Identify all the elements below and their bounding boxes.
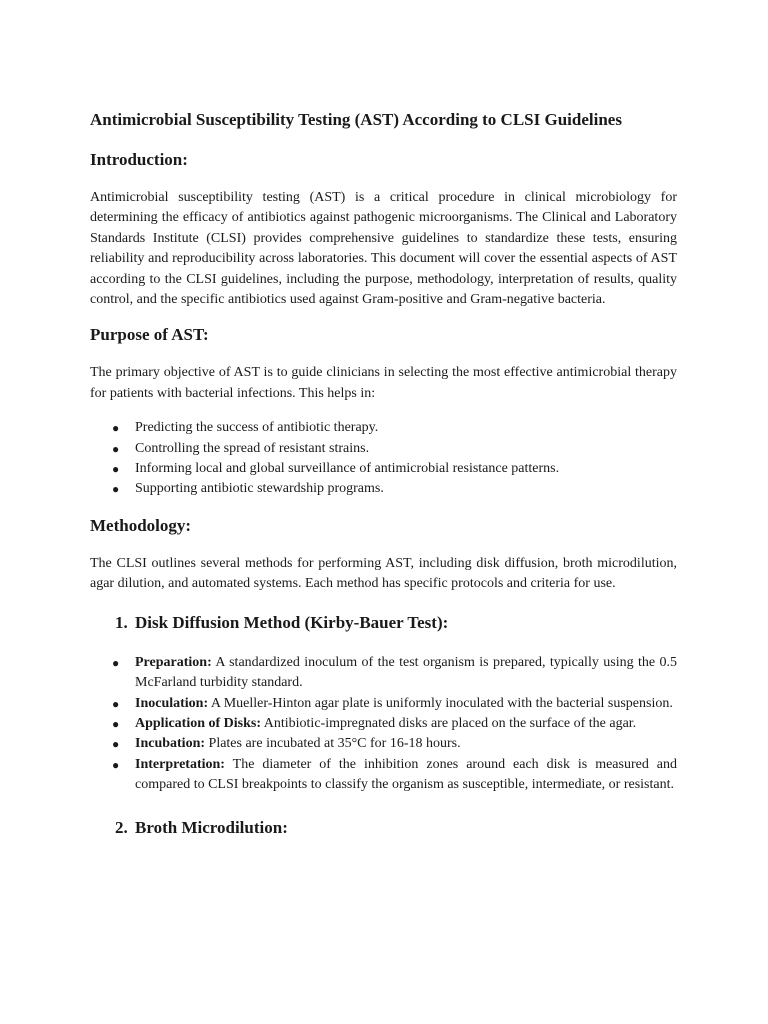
purpose-paragraph: The primary objective of AST is to guide clinicians in selecting the most effective antimicrobial therapy for patients with bacterial infections. This helps in: — [90, 365, 677, 401]
list-item-text: Predicting the success of antibiotic therapy. — [135, 420, 379, 436]
bullet-icon: ● — [112, 737, 120, 752]
bullet-icon: ● — [112, 482, 120, 497]
step-label: Incubation: — [135, 736, 206, 752]
broth-microdilution-heading — [90, 816, 677, 840]
methodology-paragraph: The CLSI outlines several methods for performing AST, including disk diffusion, broth microdilution, agar dilution, and automated systems. Each method has specific protocols and criteria for use. — [90, 555, 677, 592]
list-item — [90, 459, 677, 479]
list-item-text: Supporting antibiotic stewardship programs. — [135, 481, 384, 497]
step-text: Antibiotic-impregnated disks are placed on the surface of the agar. — [261, 715, 637, 731]
purpose-bullet-list — [90, 418, 677, 500]
step-text: A standardized inoculum of the test organism is prepared, typically using the 0.5 McFarland turbidity standard. — [135, 654, 677, 691]
disk-diffusion-steps — [90, 653, 677, 796]
bullet-icon: ● — [112, 441, 120, 456]
step-label: Inoculation: — [135, 695, 209, 711]
bullet-icon: ● — [112, 716, 120, 731]
bullet-icon: ● — [112, 462, 120, 477]
document-page — [90, 108, 677, 840]
list-item-text: Informing local and global surveillance of antimicrobial resistance patterns. — [135, 461, 560, 477]
introduction-heading: Introduction: — [90, 150, 188, 169]
bullet-icon: ● — [112, 421, 120, 436]
list-item — [90, 755, 677, 796]
step-label: Preparation: — [135, 654, 212, 670]
list-item — [90, 653, 677, 694]
introduction-paragraph: Antimicrobial susceptibility testing (AST) is a critical procedure in clinical microbiology for determining the efficacy of antibiotics against pathogenic microorganisms. The Clinical and Laboratory Standards Institute (CLSI) provides comprehensive guidelines to standardize these tests, ensuring reliability and reproducibility across laboratories. This document will cover the essential aspects of AST according to the CLSI guidelines, including the purpose, methodology, interpretation of results, quality control, and the specific antibiotics used against Gram-positive and Gram-negative bacteria. — [90, 190, 677, 308]
step-label: Application of Disks: — [135, 715, 262, 731]
section-number: 1. — [115, 612, 128, 632]
step-text: The diameter of the inhibition zones around each disk is measured and compared to CLSI breakpoints to classify the organism as susceptible, intermediate, or resistant. — [135, 756, 677, 793]
list-item — [90, 479, 677, 499]
list-item — [90, 734, 677, 754]
bullet-icon: ● — [112, 696, 120, 711]
list-item — [90, 439, 677, 459]
step-label: Interpretation: — [135, 756, 225, 772]
step-text: A Mueller-Hinton agar plate is uniformly inoculated with the bacterial suspension. — [208, 695, 673, 711]
document-title: Antimicrobial Susceptibility Testing (AST) According to CLSI Guidelines — [90, 110, 622, 129]
list-item — [90, 418, 677, 438]
list-item — [90, 694, 677, 714]
section-heading-text: Disk Diffusion Method (Kirby-Bauer Test): — [135, 612, 449, 632]
methodology-heading: Methodology: — [90, 515, 192, 535]
disk-diffusion-heading — [90, 611, 677, 635]
step-text: Plates are incubated at 35°C for 16-18 hours. — [205, 736, 461, 752]
purpose-heading: Purpose of AST: — [90, 325, 209, 345]
bullet-icon: ● — [112, 655, 120, 670]
list-item — [90, 714, 677, 734]
bullet-icon: ● — [112, 757, 120, 772]
section-heading-text: Broth Microdilution: — [135, 817, 288, 837]
section-number: 2. — [115, 817, 128, 837]
list-item-text: Controlling the spread of resistant strains. — [135, 440, 370, 456]
